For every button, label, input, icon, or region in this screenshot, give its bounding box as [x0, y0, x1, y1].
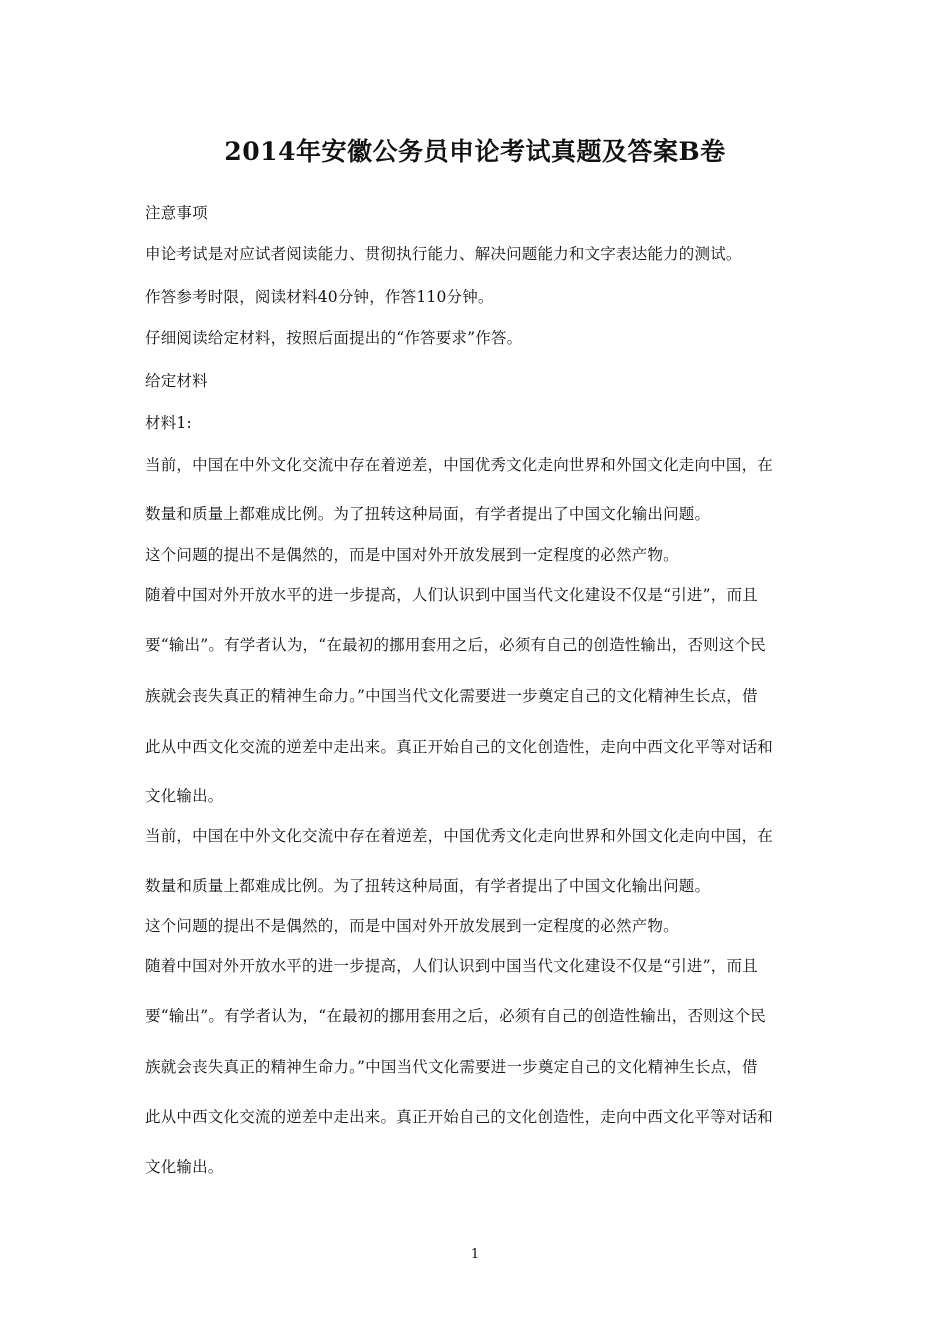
notice-line-2: 作答参考时限，阅读材料40分钟，作答110分钟。: [145, 288, 494, 306]
paragraph-line: 随着中国对外开放水平的进一步提高，人们认识到中国当代文化建设不仅是“引进”，而且: [145, 586, 758, 604]
paragraph-line: 此从中西文化交流的逆差中走出来。真正开始自己的文化创造性，走向中西文化平等对话和: [145, 1108, 774, 1126]
paragraph-line: 文化输出。: [145, 787, 224, 805]
paragraph-line: 此从中西文化交流的逆差中走出来。真正开始自己的文化创造性，走向中西文化平等对话和: [145, 738, 774, 756]
paragraph-line: 文化输出。: [145, 1158, 224, 1176]
paragraph-line: 要“输出”。有学者认为，“在最初的挪用套用之后，必须有自己的创造性输出，否则这个民: [145, 1007, 766, 1025]
materials-heading: 给定材料: [145, 372, 208, 390]
paragraph-line: 数量和质量上都难成比例。为了扭转这种局面，有学者提出了中国文化输出问题。: [145, 877, 711, 895]
paragraph-line: 族就会丧失真正的精神生命力。”中国当代文化需要进一步奠定自己的文化精神生长点，借: [145, 687, 758, 705]
paragraph-line: 数量和质量上都难成比例。为了扭转这种局面，有学者提出了中国文化输出问题。: [145, 505, 711, 523]
paragraph-line: 当前，中国在中外文化交流中存在着逆差，中国优秀文化走向世界和外国文化走向中国，在: [145, 827, 774, 845]
document-title: 2014年安徽公务员申论考试真题及答案B卷: [224, 137, 726, 166]
paragraph-line: 随着中国对外开放水平的进一步提高，人们认识到中国当代文化建设不仅是“引进”，而且: [145, 957, 758, 975]
page-number: 1: [470, 1247, 480, 1262]
material-1-label: 材料1:: [145, 414, 192, 432]
paragraph-line: 族就会丧失真正的精神生命力。”中国当代文化需要进一步奠定自己的文化精神生长点，借: [145, 1058, 758, 1076]
paragraph-line: 当前，中国在中外文化交流中存在着逆差，中国优秀文化走向世界和外国文化走向中国，在: [145, 456, 774, 474]
paragraph-line: 要“输出”。有学者认为，“在最初的挪用套用之后，必须有自己的创造性输出，否则这个民: [145, 636, 766, 654]
paragraph-line: 这个问题的提出不是偶然的，而是中国对外开放发展到一定程度的必然产物。: [145, 546, 679, 564]
notice-line-3: 仔细阅读给定材料，按照后面提出的“作答要求”作答。: [145, 329, 523, 347]
notice-line-1: 申论考试是对应试者阅读能力、贯彻执行能力、解决问题能力和文字表达能力的测试。: [145, 245, 742, 263]
paragraph-line: 这个问题的提出不是偶然的，而是中国对外开放发展到一定程度的必然产物。: [145, 917, 679, 935]
notice-heading: 注意事项: [145, 204, 208, 222]
